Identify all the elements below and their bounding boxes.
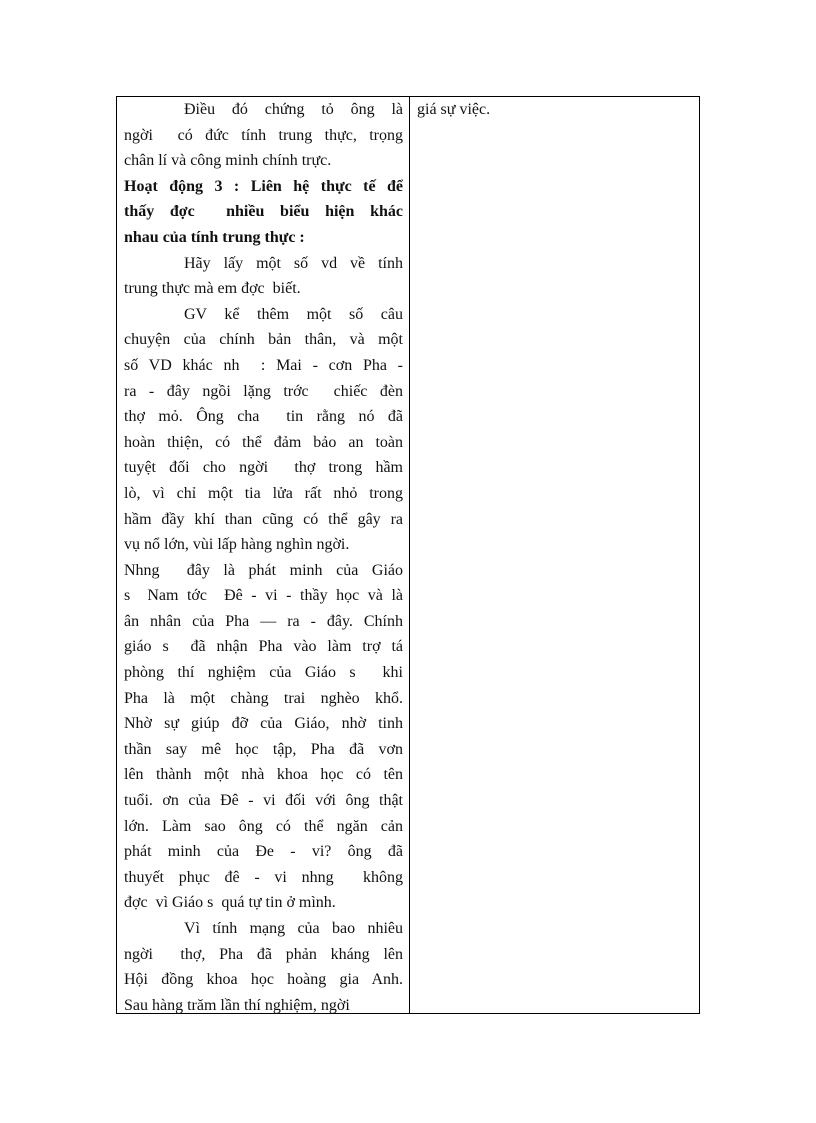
left-column-text-line: số VD khác nh : Mai - cơn Pha - — [124, 356, 403, 374]
left-column-text-line: Hội đồng khoa học hoàng gia Anh. — [124, 971, 403, 989]
left-column-text-line: lớn. Làm sao ông có thể ngăn cản — [124, 817, 403, 835]
left-column-text-line: lò, vì chỉ một tia lửa rất nhỏ trong — [124, 484, 403, 502]
left-column-text-line: chuyện của chính bản thân, và một — [124, 331, 403, 349]
left-column-text-line: Hãy lấy một số vd về tính — [184, 254, 403, 272]
left-column-text-line: ra - đây ngồi lặng trớc chiếc đèn — [124, 382, 403, 400]
left-column-text-line: giáo s đã nhận Pha vào làm trợ tá — [124, 638, 403, 656]
left-column-text-line: tuổi. ơn của Đê - vi đối với ông thật — [124, 792, 403, 810]
left-column-text-line: thợ mỏ. Ông cha tin rằng nó đã — [124, 408, 403, 426]
left-column-text-line: lên thành một nhà khoa học có tên — [124, 766, 403, 784]
left-column-text-line: Nhng đây là phát minh của Giáo — [124, 561, 403, 579]
left-column-text-line: Hoạt động 3 : Liên hệ thực tế để — [124, 177, 403, 195]
left-column-text-line: phòng thí nghiệm của Giáo s khi — [124, 664, 403, 682]
left-column-text-line: Sau hàng trăm lần thí nghiệm, ngời — [124, 996, 350, 1014]
left-column-text-line: nhau của tính trung thực : — [124, 228, 305, 246]
left-column-text-line: phát minh của Đe - vi? ông đã — [124, 843, 403, 861]
left-column-text-line: Điều đó chứng tỏ ông là — [184, 101, 403, 118]
left-column-text-line: ân nhân của Pha — ra - đây. Chính — [124, 612, 403, 630]
left-column-text-line: ngời thợ, Pha đã phản kháng lên — [124, 945, 403, 963]
left-column-text-line: Nhờ sự giúp đỡ của Giáo, nhờ tinh — [124, 715, 403, 733]
left-column-text-line: chân lí và công minh chính trực. — [124, 152, 332, 170]
left-column-text-line: Pha là một chàng trai nghèo khổ. — [124, 689, 403, 707]
left-column-text-line: GV kể thêm một số câu — [184, 305, 403, 323]
left-column-text-line: vụ nổ lớn, vùi lấp hàng nghìn ngời. — [124, 536, 350, 554]
left-column-text-line: thần say mê học tập, Pha đã vơn — [124, 740, 403, 758]
left-column-text-line: tuyệt đối cho ngời thợ trong hầm — [124, 459, 403, 477]
left-column-text-line: hầm đầy khí than cũng có thể gây ra — [124, 510, 403, 528]
right-column — [410, 97, 699, 1013]
left-column-text-line: s Nam tớc Đê - vi - thầy học và là — [124, 587, 403, 605]
left-column-text-line: thuyết phục đê - vi nhng không — [124, 868, 403, 886]
left-column-text-line: Vì tính mạng của bao nhiêu — [184, 920, 403, 937]
right-column-text-line: giá sự việc. — [417, 101, 491, 118]
left-column-text-line: đợc vì Giáo s quá tự tin ở mình. — [124, 894, 336, 912]
left-column-text-line: thấy đợc nhiều biểu hiện khác — [124, 203, 403, 221]
left-column — [117, 97, 410, 1013]
left-column-text-line: ngời có đức tính trung thực, trọng — [124, 126, 403, 144]
left-column-text-line: hoàn thiện, có thể đảm bảo an toàn — [124, 433, 403, 451]
lesson-table — [116, 96, 700, 1014]
left-column-text-line: trung thực mà em đợc biết. — [124, 280, 301, 298]
